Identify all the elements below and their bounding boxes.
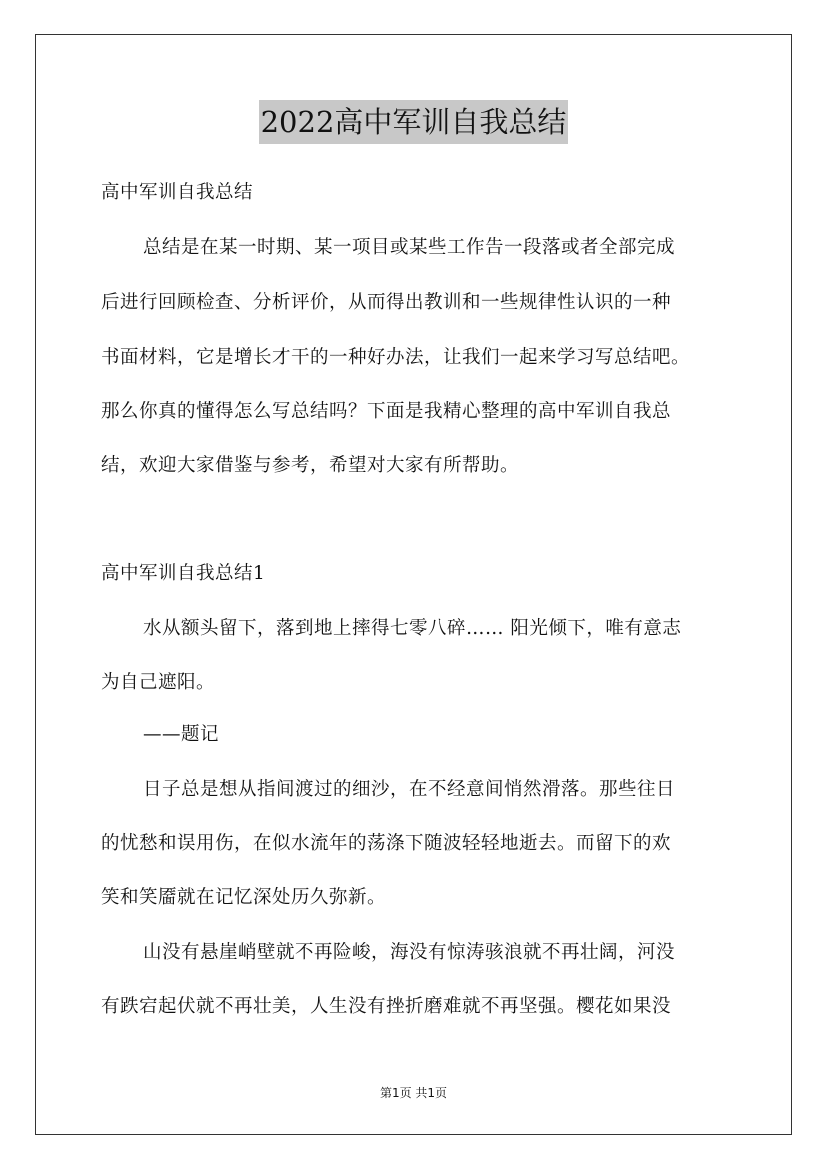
page-number: 第1页 共1页 [379, 1086, 448, 1100]
body-line: 为自己遮阳。 [101, 672, 216, 693]
body-line: 日子总是想从指间渡过的细沙，在不经意间悄然滑落。那些往日 [143, 779, 676, 800]
intro-line: 总结是在某一时期、某一项目或某些工作告一段落或者全部完成 [143, 237, 676, 258]
intro-line: 后进行回顾检查、分析评价，从而得出教训和一些规律性认识的一种 [101, 292, 672, 313]
subtitle: 高中军训自我总结 [101, 182, 254, 203]
intro-line: 结，欢迎大家借鉴与参考，希望对大家有所帮助。 [101, 455, 520, 476]
body-line: 笑和笑靥就在记忆深处历久弥新。 [101, 887, 387, 908]
title-container [0, 100, 827, 144]
body-line: 的忧愁和误用伤，在似水流年的荡涤下随波轻轻地逝去。而留下的欢 [101, 833, 672, 854]
intro-line: 那么你真的懂得怎么写总结吗？下面是我精心整理的高中军训自我总 [101, 401, 672, 422]
epigraph-attribution: ——题记 [143, 724, 220, 745]
body-line: 水从额头留下，落到地上摔得七零八碎…… 阳光倾下，唯有意志 [143, 618, 682, 639]
document-title: 2022高中军训自我总结 [259, 100, 569, 144]
section-heading: 高中军训自我总结1 [101, 563, 266, 584]
body-line: 有跌宕起伏就不再壮美，人生没有挫折磨难就不再坚强。樱花如果没 [101, 996, 672, 1017]
body-line: 山没有悬崖峭壁就不再险峻，海没有惊涛骇浪就不再壮阔，河没 [143, 942, 676, 963]
intro-line: 书面材料，它是增长才干的一种好办法，让我们一起来学习写总结吧。 [101, 347, 691, 368]
